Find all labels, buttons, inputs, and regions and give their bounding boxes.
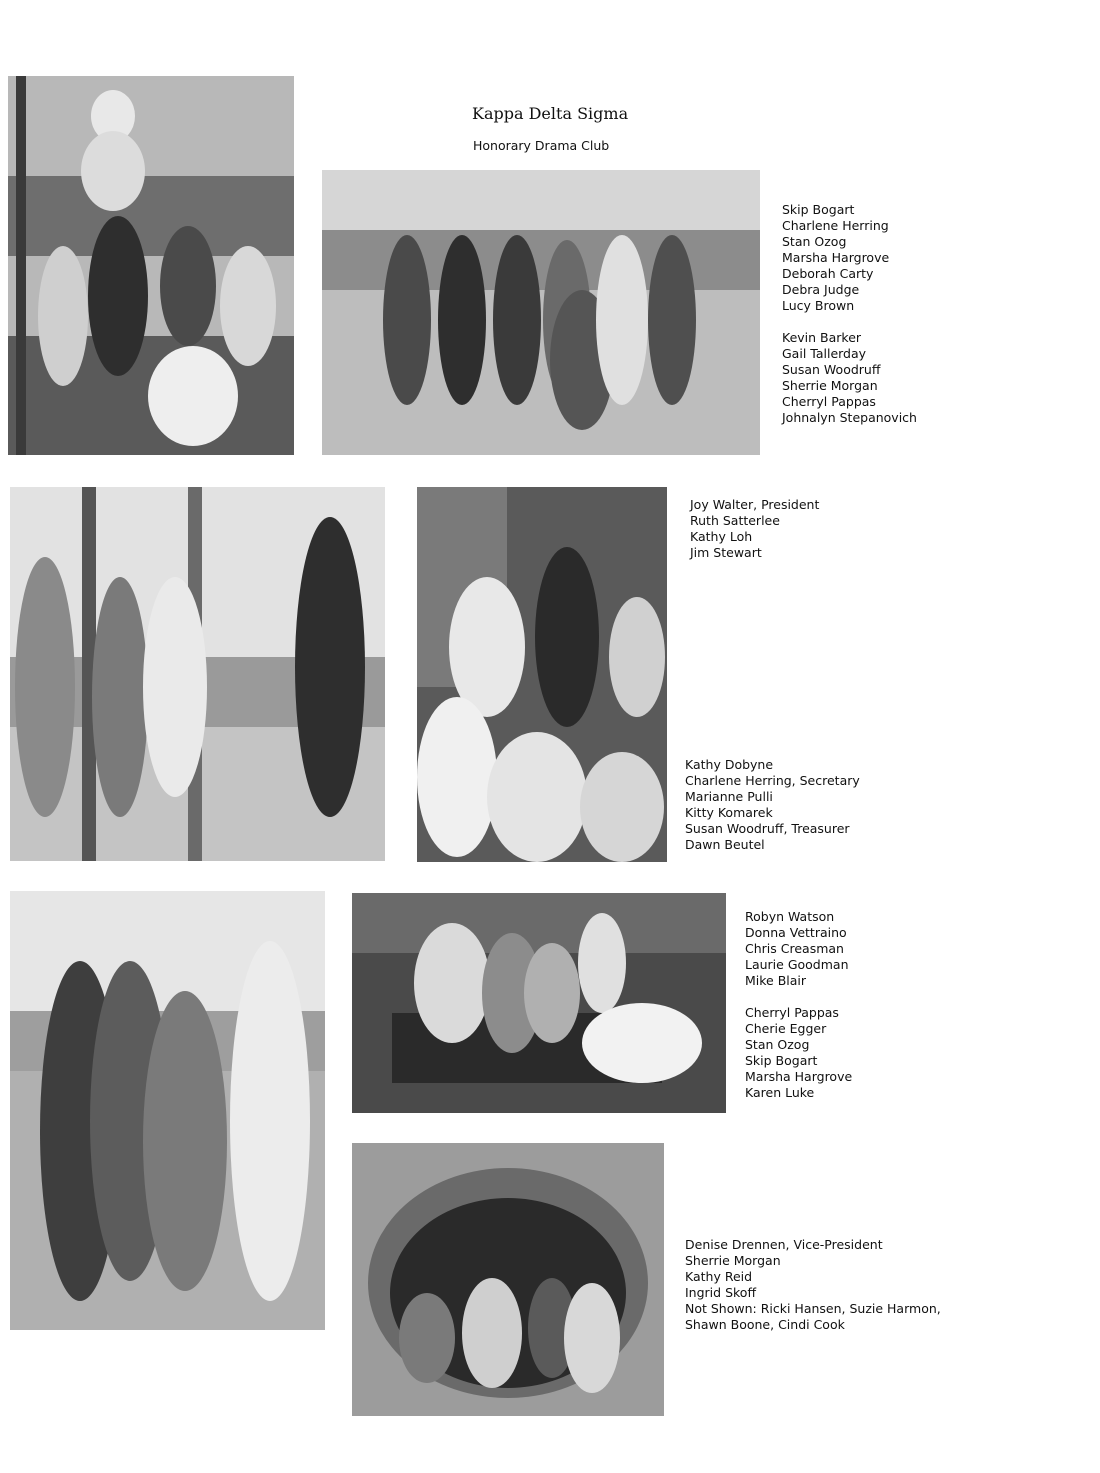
name-item: Marsha Hargrove: [745, 1069, 853, 1084]
photo-group-officers: [417, 487, 667, 862]
name-item: Jim Stewart: [690, 545, 762, 560]
name-item: Sherrie Morgan: [782, 378, 878, 393]
name-item: Laurie Goodman: [745, 957, 849, 972]
name-item: Kathy Loh: [690, 529, 753, 544]
caption-group-5: [685, 1237, 883, 1301]
name-item: Charlene Herring: [782, 218, 889, 233]
name-item: Denise Drennen, Vice-President: [685, 1237, 883, 1252]
page-subtitle: Honorary Drama Club: [473, 138, 610, 153]
name-item: Sherrie Morgan: [685, 1253, 781, 1268]
name-item: Lucy Brown: [782, 298, 855, 313]
name-item: Deborah Carty: [782, 266, 874, 281]
photo-group-walking: [322, 170, 760, 455]
name-item: Gail Tallerday: [782, 346, 867, 361]
name-item: Susan Woodruff, Treasurer: [685, 821, 850, 836]
name-item: Kitty Komarek: [685, 805, 773, 820]
name-item: Mike Blair: [745, 973, 807, 988]
name-item: Marsha Hargrove: [782, 250, 890, 265]
caption-group-1: [782, 202, 917, 426]
photo-group-couch: [352, 893, 726, 1113]
name-item: Marianne Pulli: [685, 789, 773, 804]
name-item: Charlene Herring, Secretary: [685, 773, 860, 788]
not-shown-note: Not Shown: Ricki Hansen, Suzie Harmon, Shawn Boone, Cindi Cook: [685, 1301, 941, 1332]
name-item: Skip Bogart: [745, 1053, 818, 1068]
photo-group-signpost: [10, 487, 385, 861]
name-item: Susan Woodruff: [782, 362, 881, 377]
name-item: Cherryl Pappas: [782, 394, 876, 409]
name-item: Ingrid Skoff: [685, 1285, 757, 1300]
photo-group-mirror: [352, 1143, 664, 1416]
name-item: Robyn Watson: [745, 909, 835, 924]
name-item: Johnalyn Stepanovich: [782, 410, 917, 425]
caption-group-2: [690, 497, 819, 561]
name-item: Debra Judge: [782, 282, 860, 297]
spacer: [782, 314, 917, 330]
name-item: Cherie Egger: [745, 1021, 827, 1036]
name-item: Kathy Dobyne: [685, 757, 774, 772]
name-item: Ruth Satterlee: [690, 513, 780, 528]
name-item: Kevin Barker: [782, 330, 862, 345]
name-item: Kathy Reid: [685, 1269, 753, 1284]
name-item: Skip Bogart: [782, 202, 855, 217]
name-item: Stan Ozog: [782, 234, 847, 249]
name-item: Cherryl Pappas: [745, 1005, 839, 1020]
page-title: Kappa Delta Sigma: [472, 104, 629, 123]
photo-group-tower: [8, 76, 294, 455]
name-item: Stan Ozog: [745, 1037, 810, 1052]
name-item: Donna Vettraino: [745, 925, 847, 940]
name-item: Joy Walter, President: [690, 497, 820, 512]
spacer: [745, 989, 852, 1005]
caption-group-4: [745, 909, 852, 1101]
photo-group-street: [10, 891, 325, 1330]
name-item: Chris Creasman: [745, 941, 844, 956]
name-item: Karen Luke: [745, 1085, 815, 1100]
name-item: Dawn Beutel: [685, 837, 765, 852]
caption-group-3: [685, 757, 860, 853]
